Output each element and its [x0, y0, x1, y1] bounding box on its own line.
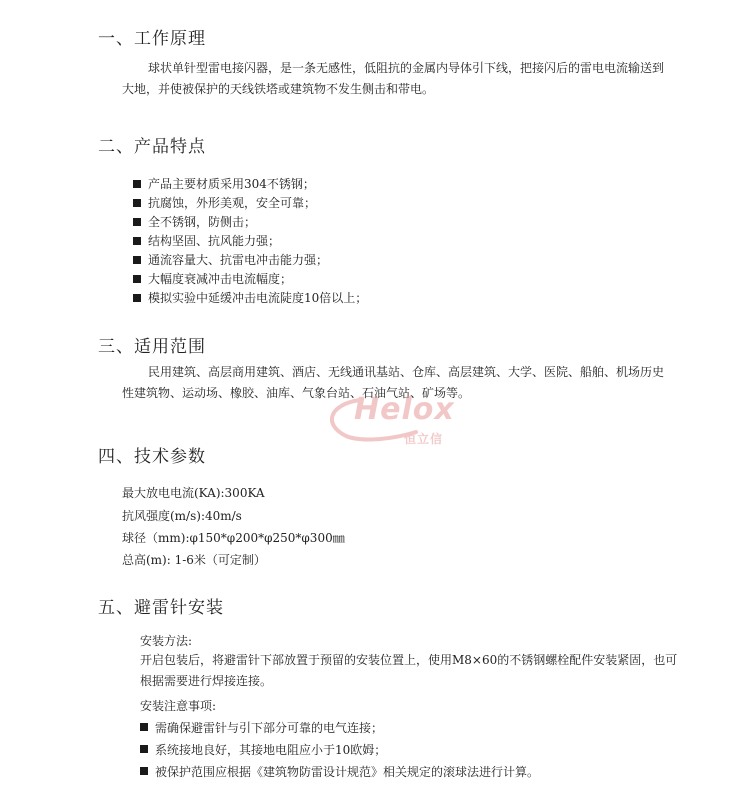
list-item-text: 结构坚固、抗风能力强； [148, 234, 281, 248]
bullet-square-icon [133, 256, 141, 264]
bullet-square-icon [133, 275, 141, 283]
features-list [133, 174, 367, 307]
list-item [133, 269, 367, 288]
list-item-text: 抗腐蚀，外形美观，安全可靠； [148, 196, 317, 210]
section-heading-product-features: 二、产品特点 [98, 137, 206, 157]
list-item [133, 250, 367, 269]
list-item-text: 产品主要材质采用304不锈钢； [148, 177, 315, 191]
working-principle-paragraph: 球状单针型雷电接闪器，是一条无感性，低阻抗的金属内导体引下线，把接闪后的雷电电流输送到大地，并使被保护的天线铁塔或建筑物不发生侧击和带电。 [122, 61, 665, 96]
list-item [140, 716, 539, 738]
installation-notes-list [140, 716, 539, 782]
list-item [133, 212, 367, 231]
spec-total-height: 总高(m): 1-6米（可定制） [122, 553, 266, 567]
section-heading-working-principle: 一、工作原理 [98, 29, 206, 49]
list-item-text: 大幅度衰减冲击电流幅度； [148, 272, 293, 286]
list-item-text: 模拟实验中延缓冲击电流陡度10倍以上； [148, 291, 368, 305]
list-item-text: 需确保避雷针与引下部分可靠的电气连接； [155, 720, 384, 735]
section-heading-application-scope: 三、适用范围 [98, 337, 206, 357]
helox-watermark-logo [320, 392, 480, 448]
watermark-brand-word: Helox [354, 392, 455, 427]
list-item [140, 738, 539, 760]
list-item [133, 288, 367, 307]
section-heading-technical-parameters: 四、技术参数 [98, 447, 206, 467]
spec-max-discharge-current: 最大放电电流(KA):300KA [122, 486, 265, 500]
bullet-square-icon [140, 745, 148, 753]
watermark-brand-subtitle: 恒立信 [404, 432, 444, 446]
installation-notes-title: 安装注意事项: [140, 699, 217, 713]
list-item-text: 全不锈钢，防侧击； [148, 215, 257, 229]
section-heading-installation: 五、避雷针安装 [98, 598, 224, 618]
application-scope-paragraph: 民用建筑、高层商用建筑、酒店、无线通讯基站、仓库、高层建筑、大学、医院、船舶、机场历史性建筑物、运动场、橡胶、油库、气象台站、石油气站、矿场等。 [122, 365, 665, 400]
list-item [133, 174, 367, 193]
installation-method-text: 开启包装后，将避雷针下部放置于预留的安装位置上，使用M8×60的不锈钢螺栓配件安装紧固，也可根据需要进行焊接连接。 [140, 653, 678, 688]
bullet-square-icon [140, 767, 148, 775]
bullet-square-icon [133, 218, 141, 226]
list-item [133, 231, 367, 250]
list-item [140, 760, 539, 782]
list-item [133, 193, 367, 212]
list-item-text: 被保护范围应根据《建筑物防雷设计规范》相关规定的滚球法进行计算。 [155, 764, 540, 779]
bullet-square-icon [133, 294, 141, 302]
list-item-text: 系统接地良好，其接地电阻应小于10欧姆； [155, 742, 387, 757]
list-item-text: 通流容量大、抗雷电冲击能力强； [148, 253, 329, 267]
spec-wind-resistance: 抗风强度(m/s):40m/s [122, 509, 242, 523]
spec-ball-diameter: 球径（mm):φ150*φ200*φ250*φ300㎜ [122, 531, 345, 545]
bullet-square-icon [133, 199, 141, 207]
bullet-square-icon [140, 723, 148, 731]
bullet-square-icon [133, 237, 141, 245]
installation-method-title: 安装方法: [140, 634, 193, 648]
bullet-square-icon [133, 180, 141, 188]
